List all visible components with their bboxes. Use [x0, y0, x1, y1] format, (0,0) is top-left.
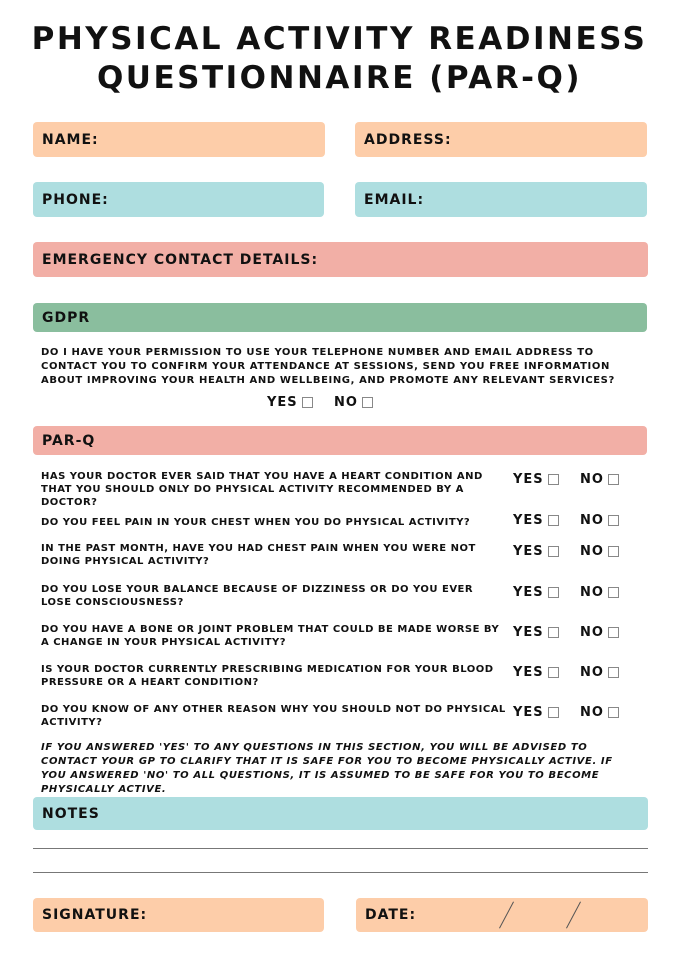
parq-question: DO YOU LOSE YOUR BALANCE BECAUSE OF DIZZINESS OR DO YOU EVER LOSE CONSCIOUSNESS?: [41, 584, 474, 608]
yes-label: YES: [513, 665, 544, 680]
no-label: NO: [580, 513, 604, 528]
no-label: NO: [580, 705, 604, 720]
checkbox[interactable]: [608, 546, 619, 557]
checkbox[interactable]: [362, 397, 373, 408]
checkbox[interactable]: [302, 397, 313, 408]
yes-label: YES: [267, 395, 298, 410]
parq-question: IS YOUR DOCTOR CURRENTLY PRESCRIBING MEDICATION FOR YOUR BLOOD PRESSURE OR A HEART CONDITION?: [41, 664, 494, 688]
address-field[interactable]: [355, 122, 647, 157]
emergency-label: EMERGENCY CONTACT DETAILS:: [42, 251, 319, 268]
parq-header: [33, 426, 647, 455]
gdpr-yes-option[interactable]: [267, 395, 313, 410]
page-title: PHYSICAL ACTIVITY READINESS QUESTIONNAIRE (PAR-Q): [31, 21, 648, 96]
parq-no-option[interactable]: [580, 585, 619, 600]
notes-heading: NOTES: [42, 805, 100, 822]
checkbox[interactable]: [548, 546, 559, 557]
parq-yes-option[interactable]: [513, 665, 559, 680]
checkbox[interactable]: [608, 707, 619, 718]
email-field[interactable]: [355, 182, 647, 217]
yes-label: YES: [513, 544, 544, 559]
date-separator: [499, 902, 514, 929]
parq-no-option[interactable]: [580, 513, 619, 528]
gdpr-text: DO I HAVE YOUR PERMISSION TO USE YOUR TELEPHONE NUMBER AND EMAIL ADDRESS TO CONTACT YOU TO CONFIRM YOUR ATTENDANCE AT SESSIONS, SEND YOU FREE INFORMATION ABOUT IMPROVING YOUR HEALTH AND WELLBEING, AND PROMOTE ANY RELEVANT SERVICES?: [41, 347, 615, 386]
no-label: NO: [580, 585, 604, 600]
yes-label: YES: [513, 585, 544, 600]
no-label: NO: [580, 625, 604, 640]
parq-yes-option[interactable]: [513, 625, 559, 640]
phone-label: PHONE:: [42, 191, 109, 208]
emergency-contact-field[interactable]: [33, 242, 648, 277]
checkbox[interactable]: [608, 627, 619, 638]
parq-no-option[interactable]: [580, 705, 619, 720]
no-label: NO: [334, 395, 358, 410]
parq-yes-option[interactable]: [513, 585, 559, 600]
checkbox[interactable]: [548, 474, 559, 485]
gdpr-header: [33, 303, 647, 332]
parq-yes-option[interactable]: [513, 544, 559, 559]
date-label: DATE:: [365, 907, 417, 923]
address-label: ADDRESS:: [364, 131, 452, 148]
parq-question: IN THE PAST MONTH, HAVE YOU HAD CHEST PAIN WHEN YOU WERE NOT DOING PHYSICAL ACTIVITY?: [41, 543, 476, 567]
checkbox[interactable]: [548, 707, 559, 718]
name-field[interactable]: [33, 122, 325, 157]
checkbox[interactable]: [548, 587, 559, 598]
checkbox[interactable]: [548, 627, 559, 638]
date-separator: [566, 902, 581, 929]
checkbox[interactable]: [608, 474, 619, 485]
checkbox[interactable]: [608, 587, 619, 598]
parq-question: DO YOU FEEL PAIN IN YOUR CHEST WHEN YOU DO PHYSICAL ACTIVITY?: [41, 517, 471, 528]
signature-label: SIGNATURE:: [42, 907, 148, 923]
parq-yes-option[interactable]: [513, 472, 559, 487]
notes-line[interactable]: [33, 872, 648, 873]
no-label: NO: [580, 544, 604, 559]
gdpr-no-option[interactable]: [334, 395, 373, 410]
gdpr-heading: GDPR: [42, 309, 91, 326]
notes-header: [33, 797, 648, 830]
parq-heading: PAR-Q: [42, 432, 96, 449]
checkbox[interactable]: [548, 515, 559, 526]
parq-question: DO YOU HAVE A BONE OR JOINT PROBLEM THAT COULD BE MADE WORSE BY A CHANGE IN YOUR PHYSICAL ACTIVITY?: [41, 624, 500, 648]
parq-note: IF YOU ANSWERED 'YES' TO ANY QUESTIONS IN THIS SECTION, YOU WILL BE ADVISED TO CONTACT YOUR GP TO CLARIFY THAT IT IS SAFE FOR YOU TO BECOME PHYSICALLY ACTIVE. IF YOU ANSWERED 'NO' TO ALL QUESTIONS, IT IS ASSUMED TO BE SAFE FOR YOU TO BECOME PHYSICALLY ACTIVE.: [41, 742, 613, 795]
no-label: NO: [580, 472, 604, 487]
parq-yes-option[interactable]: [513, 705, 559, 720]
parq-question: DO YOU KNOW OF ANY OTHER REASON WHY YOU SHOULD NOT DO PHYSICAL ACTIVITY?: [41, 704, 506, 728]
parq-no-option[interactable]: [580, 544, 619, 559]
parq-no-option[interactable]: [580, 625, 619, 640]
checkbox[interactable]: [608, 667, 619, 678]
parq-no-option[interactable]: [580, 665, 619, 680]
email-label: EMAIL:: [364, 191, 425, 208]
checkbox[interactable]: [608, 515, 619, 526]
no-label: NO: [580, 665, 604, 680]
yes-label: YES: [513, 472, 544, 487]
parq-yes-option[interactable]: [513, 513, 559, 528]
checkbox[interactable]: [548, 667, 559, 678]
parq-no-option[interactable]: [580, 472, 619, 487]
notes-line[interactable]: [33, 848, 648, 849]
parq-question: HAS YOUR DOCTOR EVER SAID THAT YOU HAVE A HEART CONDITION AND THAT YOU SHOULD ONLY DO PHYSICAL ACTIVITY RECOMMENDED BY A DOCTOR?: [41, 471, 483, 508]
yes-label: YES: [513, 705, 544, 720]
date-field[interactable]: [356, 898, 648, 932]
name-label: NAME:: [42, 131, 99, 148]
signature-field[interactable]: [33, 898, 324, 932]
yes-label: YES: [513, 625, 544, 640]
yes-label: YES: [513, 513, 544, 528]
phone-field[interactable]: [33, 182, 324, 217]
